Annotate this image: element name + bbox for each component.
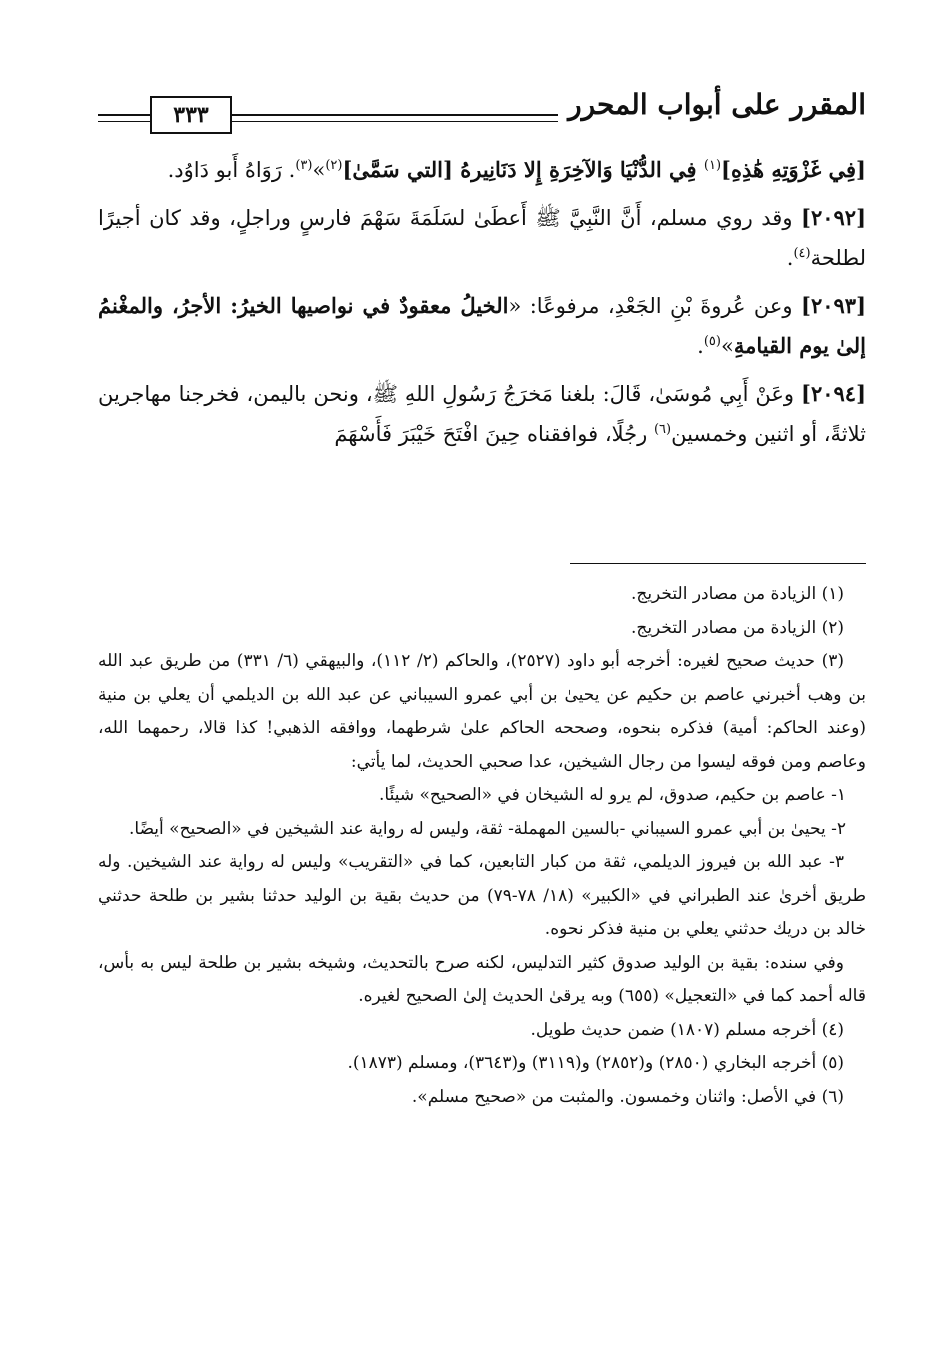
hadith-text: الخيلُ معقودٌ في نواصيها الخيرُ: الأجرُ، والمغْنمُ إلىٰ يوم القيامةِ (98, 293, 866, 358)
text-segment: . رَوَاهُ أَبو دَاوُد. (167, 158, 296, 182)
footnotes (98, 578, 866, 1114)
main-text (98, 150, 866, 454)
hadith-2092 (98, 198, 866, 278)
footnote-6: (٦) في الأصل: واثنان وخمسون. والمثبت من «صحيح مسلم». (411, 1086, 844, 1107)
footnote-ref: (٥) (703, 334, 721, 349)
hadith-2094 (98, 374, 866, 454)
footnote-separator (570, 563, 866, 564)
hadith-number: [٢٠٩٤] (801, 381, 866, 406)
footnote-3-item-3: ٣- عبد الله بن فيروز الديلمي، ثقة من كبار التابعين، كما في «التقريب» وليس له رواية عند الشيخين. وله طريق أخرىٰ عند الطبراني في «الكبير» (١٨/ ٧٨-٧٩) من حديث بقية بن الوليد حدثنا بشير بن طلحة حدثني خالد بن دريك حدثني يعلي بن منية فذكر نحوه. (98, 852, 866, 939)
hadith-number: [٢٠٩٣] (801, 293, 866, 318)
text-segment: . (697, 334, 704, 358)
text-segment: رجُلًا، فوافقناه حِينَ افْتَحَ خَيْبَرَ فَأَسْهَمَ (334, 422, 654, 446)
paragraph-continuation (98, 150, 866, 190)
hadith-2093 (98, 286, 866, 366)
text-segment: وعن عُروةَ بْنِ الجَعْدِ، مرفوعًا: « (508, 294, 801, 318)
footnote-ref: (٦) (653, 422, 672, 437)
page-number: ٣٣٣ (150, 96, 232, 134)
page-header (98, 88, 866, 138)
footnote-ref: (٤) (793, 246, 811, 261)
text-segment: » (312, 158, 326, 182)
footnote-3-item-2: ٢- يحيىٰ بن أبي عمرو السيباني -بالسين المهملة- ثقة، وليس له رواية عند الشيخين في «الصحيح» أيضًا. (128, 818, 846, 839)
footnote-2: (٢) الزيادة من مصادر التخريج. (630, 617, 844, 638)
footnote-ref: (٢) (325, 158, 343, 173)
footnote-ref: (٣) (295, 158, 313, 173)
footnote-3-continuation: وفي سنده: بقية بن الوليد صدوق كثير التدليس، لكنه صرح بالتحديث، وشيخه بشير بن طلحة ليس به بأس، قاله أحمد كما في «التعجيل» (٦٥٥) وبه يرقىٰ الحديث إلىٰ الصحيح لغيره. (98, 952, 866, 1006)
text-segment: وقد روي مسلم، أَنَّ النَّبِيَّ ﷺ أَعطَىٰ لسَلَمَةَ سَهْمَ فارسٍ وراجلٍ، وقد كان أجيرًا لطلحة (98, 206, 866, 270)
footnote-4: (٤) أخرجه مسلم (١٨٠٧) ضمن حديث طويل. (530, 1019, 844, 1040)
text-segment: . (786, 246, 794, 270)
hadith-number: [٢٠٩٢] (801, 205, 866, 230)
book-title: المقرر على أبواب المحرر (558, 88, 866, 122)
footnote-3-item-1: ١- عاصم بن حكيم، صدوق، لم يرو له الشيخان في «الصحيح» شيئًا. (379, 785, 846, 805)
footnote-5: (٥) أخرجه البخاري (٢٨٥٠) و(٢٨٥٢) و(٣١١٩) و(٣٦٤٣)، ومسلم (١٨٧٣). (347, 1053, 844, 1073)
footnote-ref: (١) (703, 158, 722, 173)
text-segment: » (720, 334, 734, 358)
text-segment: وعَنْ أَبِي مُوسَىٰ، قَالَ: بلغنا مَخرَجُ رَسُولِ اللهِ ﷺ، ونحن باليمن، فخرجنا مهاجرين ثلاثةً، أو اثنين وخمسين (98, 382, 866, 446)
text-segment: [فِي غَزْوَتِهِ هَٰذِهِ] (721, 157, 866, 182)
footnote-1: (١) الزيادة من مصادر التخريج. (630, 584, 844, 604)
footnote-3: (٣) حديث صحيح لغيره: أخرجه أبو داود (٢٥٢٧)، والحاكم (٢/ ١١٢)، والبيهقي (٦/ ٣٣١) من طريق عبد الله بن وهب أخبرني عاصم بن حكيم عن يحيىٰ بن أبي عمرو السيباني عن عبد الله بن الديلمي أن يعلي بن منية (وعند الحاكم: أمية) فذكره بنحوه، وصححه الحاكم علىٰ شرطهما، ووافقه الذهبي! كذا قالا، رحمهما الله، وعاصم ومن فوقه ليسوا من رجال الشيخين، عدا صحبي الحديث، لما يأتي: (98, 651, 866, 772)
text-segment: فِي الدُّنْيَا وَالآخِرَةِ إِلا دَنَانِيرهُ [التي سَمَّىٰ] (342, 157, 704, 182)
